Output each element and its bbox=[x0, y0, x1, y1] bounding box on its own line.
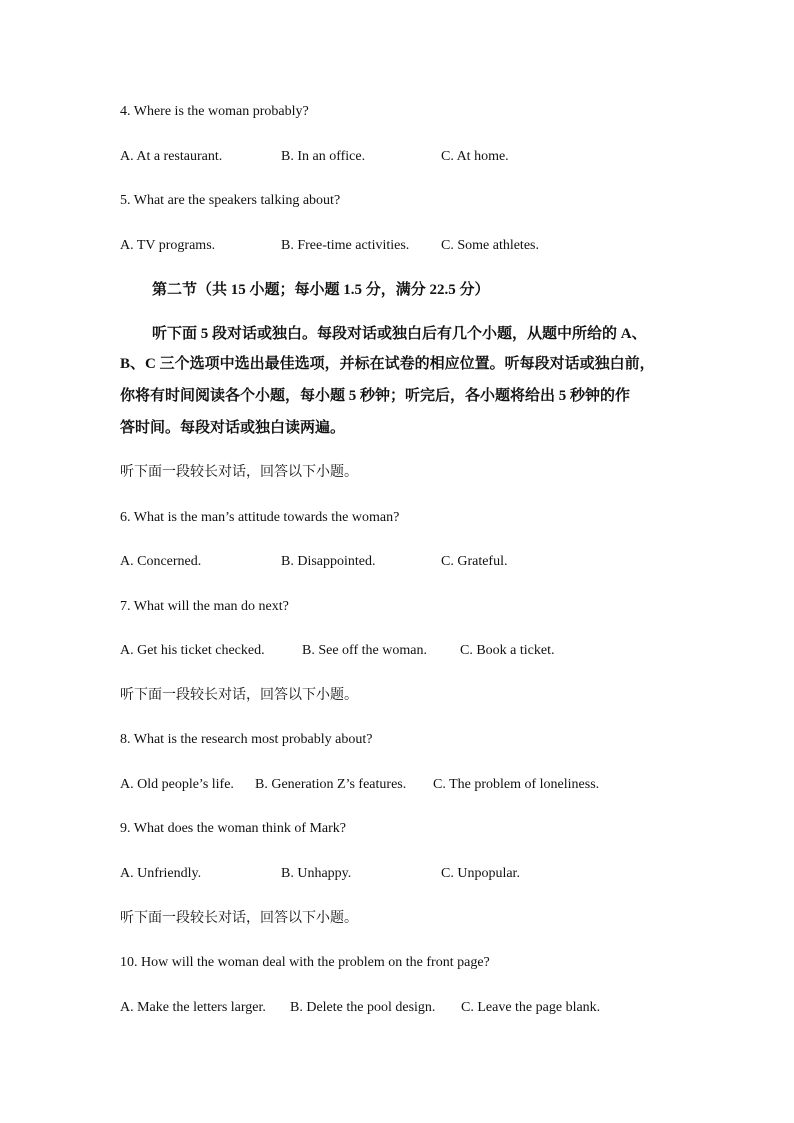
dialog-intro-1: 听下面一段较长对话，回答以下小题。 bbox=[120, 464, 358, 480]
question-8: 8. What is the research most probably about? bbox=[120, 732, 373, 747]
q8-option-a: A. Old people’s life. bbox=[120, 777, 234, 792]
q9-option-a: A. Unfriendly. bbox=[120, 866, 202, 881]
section-2-title: 第二节（共 15 小题；每小题 1.5 分，满分 22.5 分） bbox=[152, 282, 490, 298]
instruction-line-3: 你将有时间阅读各个小题，每小题 5 秒钟；听完后，各小题将给出 5 秒钟的作 bbox=[120, 388, 631, 404]
instruction-line-4: 答时间。每段对话或独白读两遍。 bbox=[120, 420, 346, 436]
question-7: 7. What will the man do next? bbox=[120, 599, 289, 614]
question-9: 9. What does the woman think of Mark? bbox=[120, 821, 347, 836]
q5-option-b: B. Free-time activities. bbox=[281, 238, 410, 253]
question-4: 4. Where is the woman probably? bbox=[120, 104, 309, 119]
q5-option-c: C. Some athletes. bbox=[441, 238, 539, 253]
q8-option-b: B. Generation Z’s features. bbox=[255, 777, 407, 792]
q6-option-c: C. Grateful. bbox=[441, 554, 508, 569]
question-6: 6. What is the man’s attitude towards the woman? bbox=[120, 510, 400, 525]
instruction-line-1: 听下面 5 段对话或独白。每段对话或独白后有几个小题，从题中所给的 A、 bbox=[152, 326, 647, 342]
q5-option-a: A. TV programs. bbox=[120, 238, 216, 253]
q7-option-c: C. Book a ticket. bbox=[460, 643, 555, 658]
q4-option-a: A. At a restaurant. bbox=[120, 149, 223, 164]
question-10: 10. How will the woman deal with the problem on the front page? bbox=[120, 955, 490, 970]
q6-option-a: A. Concerned. bbox=[120, 554, 202, 569]
q10-option-a: A. Make the letters larger. bbox=[120, 1000, 266, 1015]
q10-option-c: C. Leave the page blank. bbox=[461, 1000, 601, 1015]
q9-option-b: B. Unhappy. bbox=[281, 866, 352, 881]
dialog-intro-2: 听下面一段较长对话，回答以下小题。 bbox=[120, 687, 358, 703]
q10-option-b: B. Delete the pool design. bbox=[290, 1000, 436, 1015]
q7-option-b: B. See off the woman. bbox=[302, 643, 427, 658]
q7-option-a: A. Get his ticket checked. bbox=[120, 643, 265, 658]
dialog-intro-3: 听下面一段较长对话，回答以下小题。 bbox=[120, 910, 358, 926]
q8-option-c: C. The problem of loneliness. bbox=[433, 777, 600, 792]
q4-option-c: C. At home. bbox=[441, 149, 509, 164]
q9-option-c: C. Unpopular. bbox=[441, 866, 520, 881]
q6-option-b: B. Disappointed. bbox=[281, 554, 376, 569]
instruction-line-2: B、C 三个选项中选出最佳选项，并标在试卷的相应位置。听每段对话或独白前， bbox=[120, 356, 655, 372]
q4-option-b: B. In an office. bbox=[281, 149, 366, 164]
question-5: 5. What are the speakers talking about? bbox=[120, 193, 341, 208]
